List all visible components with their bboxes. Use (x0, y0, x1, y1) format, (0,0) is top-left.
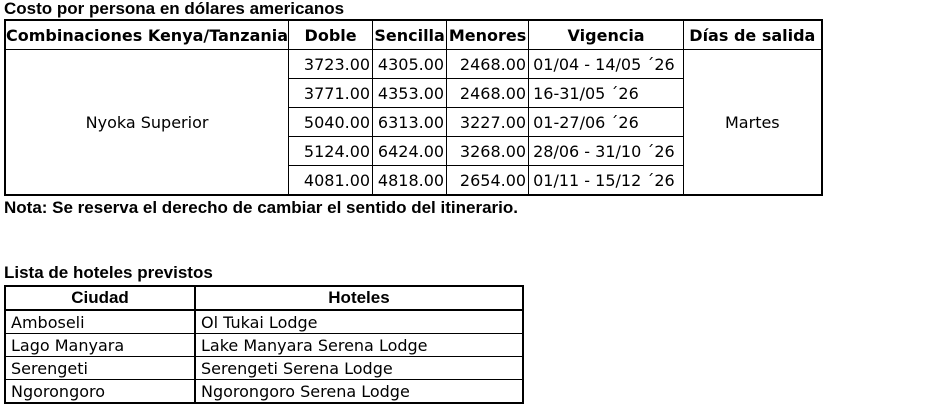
hotel-cell: Ngorongoro Serena Lodge (195, 380, 523, 404)
price-table-title: Costo por persona en dólares americanos (4, 0, 345, 18)
departure-day: Martes (684, 50, 822, 196)
hotels-table (4, 285, 524, 404)
vigencia: 01/04 - 14/05 ´26 (529, 50, 684, 79)
hotel-cell: Serengeti Serena Lodge (195, 357, 523, 380)
price-sencilla: 4305.00 (373, 50, 447, 79)
price-table (4, 19, 823, 196)
vigencia: 16-31/05 ´26 (529, 79, 684, 108)
itinerary-note: Nota: Se reserva el derecho de cambiar el sentido del itinerario. (4, 198, 518, 217)
price-doble: 5040.00 (289, 108, 373, 137)
price-doble: 4081.00 (289, 166, 373, 196)
header-dias-salida: Días de salida (684, 20, 822, 50)
header-combinaciones: Combinaciones Kenya/Tanzania (5, 20, 289, 50)
city-cell: Serengeti (5, 357, 195, 380)
price-sencilla: 4818.00 (373, 166, 447, 196)
price-sencilla: 6313.00 (373, 108, 447, 137)
table-row (5, 357, 523, 380)
price-menores: 2654.00 (447, 166, 529, 196)
price-sencilla: 4353.00 (373, 79, 447, 108)
vigencia: 01-27/06 ´26 (529, 108, 684, 137)
hotels-header-row (5, 286, 523, 310)
hotel-cell: Ol Tukai Lodge (195, 310, 523, 334)
price-doble: 5124.00 (289, 137, 373, 166)
price-menores: 2468.00 (447, 79, 529, 108)
price-menores: 3268.00 (447, 137, 529, 166)
vigencia: 01/11 - 15/12 ´26 (529, 166, 684, 196)
hotel-cell: Lake Manyara Serena Lodge (195, 334, 523, 357)
combo-name: Nyoka Superior (5, 50, 289, 196)
hotels-table-title: Lista de hoteles previstos (4, 263, 213, 282)
price-doble: 3771.00 (289, 79, 373, 108)
header-menores: Menores (447, 20, 529, 50)
price-doble: 3723.00 (289, 50, 373, 79)
price-sencilla: 6424.00 (373, 137, 447, 166)
vigencia: 28/06 - 31/10 ´26 (529, 137, 684, 166)
table-row (5, 334, 523, 357)
price-menores: 3227.00 (447, 108, 529, 137)
header-vigencia: Vigencia (529, 20, 684, 50)
price-menores: 2468.00 (447, 50, 529, 79)
header-hoteles: Hoteles (195, 286, 523, 310)
city-cell: Lago Manyara (5, 334, 195, 357)
table-row (5, 310, 523, 334)
city-cell: Ngorongoro (5, 380, 195, 404)
header-doble: Doble (289, 20, 373, 50)
table-row (5, 50, 822, 79)
city-cell: Amboseli (5, 310, 195, 334)
price-table-header-row (5, 20, 822, 50)
header-sencilla: Sencilla (373, 20, 447, 50)
table-row (5, 380, 523, 404)
header-ciudad: Ciudad (5, 286, 195, 310)
